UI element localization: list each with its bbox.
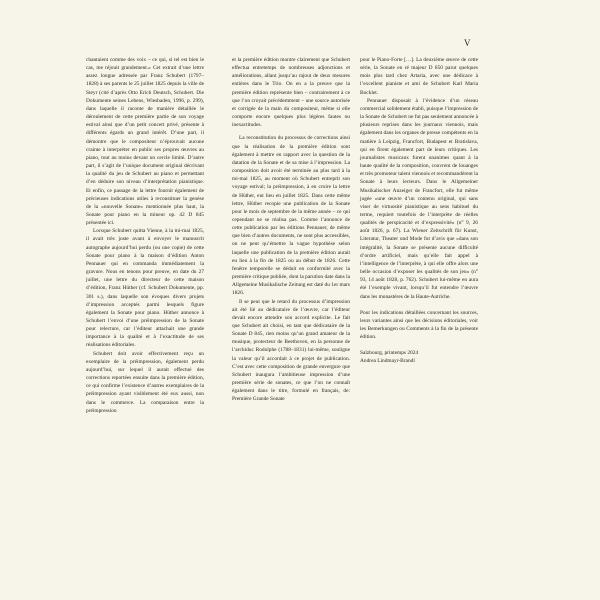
paragraph: Il se peut que le retard du processus d’impression ait été lié au dédicataire de l’œuvre, car l’éditeur devait encore attendre son accord explicite. Le fait que Schubert ait choisi, en tant que dédicataire de la Sonate D 845, rien moins qu’un grand amateur de la musique, protecteur de Beethoven, en la personne de l’archiduc Rodolphe (1788–1831) lui-même, souligne la valeur qu’il accordait à ce projet de publication. C’est avec cette composition de grande envergure que Schubert inaugura l’ambitieuse impression d’une première série de sonates, ce que l’on ne connaît également dans le titre, formulé en français, de: Première Grande Sonate bbox=[232, 298, 350, 403]
signature-author: Andrea Lindmayr-Brandl bbox=[360, 358, 415, 365]
text-column-3 bbox=[360, 56, 478, 366]
signature-place-date: Salzbourg, printemps 2024 bbox=[360, 350, 419, 357]
page-number: V bbox=[464, 38, 471, 48]
paragraph-sources-note: Pour les indications détaillées concernant les sources, leurs variantes ainsi que les décisions éditoriales, voir les Bemerkungen ou Comments à la fin de la présente édition. bbox=[360, 309, 478, 341]
paragraph: chantaient comme des voix – ce qui, si tel est bien le cas, me réjouit grandement.» Cet extrait d’une lettre assez longue adressée par Franz Schubert (1797–1828) à ses parents le 25 juillet 1825 depuis la ville de Steyr (cité d’après Otto Erich Deutsch, Schubert. Die Dokumente seines Lebens, Wiesbaden, 1996, p. 299), dans laquelle il raconte de manière détaillée le déroulement de cette première partie de son voyage estival ainsi que d’un petit concert privé, présente à différents égards un grand intérêt. D’une part, il démontre que le compositeur n’éprouvait aucune crainte à interpréter en public ses propres œuvres au piano, tout au moins devant un cercle limité. D’autre part, il s’agit de l’unique document original décrivant la qualité du jeu de Schubert au piano et permettant d’en déduire son niveau d’interprétation pianistique. Et enfin, ce passage de la lettre fournit également de précieuses indications utiles à reconstituer la genèse de la «nouvelle Sonate» mentionnée plus haut, la Sonate pour piano en la mineur op. 42 D 845 présentée ici. bbox=[86, 57, 204, 227]
paragraph: Lorsque Schubert quitta Vienne, à la mi-mai 1825, il avait très juste avant à envoyer le manuscrit autographe aujourd’hui perdu (ou une copie) de cette Sonate pour piano à la maison d’édition Anton Pennauer qui en commanda immédiatement la gravure. Nous en tenons pour preuve, en date du 27 juillet, une lettre du directeur de cette maison d’édition, Franz Hüther (cf. Schubert Dokumente, pp. 301 s.), dans laquelle son évoques divers projets d’impression acceptés parmi lesquels figure également la Sonate pour piano. Hüther annonce à Schubert l’envoi d’une préimpression de la Sonate pour relecture, car l’éditeur attachait une grande importance à la qualité et à l’exactitude de ses réalisations éditoriales. bbox=[86, 228, 204, 349]
paragraph: pour le Piano-Forte […]. La deuxième œuvre de cette série, la Sonate en ré majeur D 850 parut quelques mois plus tard chez Artaria, avec une dédicace à l’excellent pianiste et ami de Schubert Karl Maria Bocklet. bbox=[360, 57, 478, 96]
text-column-2 bbox=[232, 56, 350, 404]
paragraph: Schubert doit avoir effectivement reçu un exemplaire de la préimpression, également perdu aujourd’hui, sur lequel il aurait effectué des corrections reportées ensuite dans la première édition, ce qui confirme l’existence d’autres exemplaires de la préimpression ayant visiblement été eux aussi, non dans le commerce. La comparaison entre la préimpression bbox=[86, 350, 204, 414]
paragraph: et la première édition montre clairement que Schubert effectua entretemps de nombreuses adjonctions et améliorations, allant jusqu’au rajout de deux mesures entières dans le Trio. On en a la preuve que la première édition représente bien – contrairement à ce que l’on croyait précédemment – une source autorisée et corrigée de la main du compositeur, même si elle comporte encore quelques plus légères fautes ou inexactitudes. bbox=[232, 57, 350, 129]
paragraph: Pennauer disposait à l’évidence d’un réseau commercial solidement établi, puisque l’impression de la Sonate de Schubert ne fut pas seulement annoncée à plusieurs reprises dans les journaux viennois, mais également dans les organes de presse compétents en la matière à Leipzig, Francfort, Budapest et Bratislava, qui en firent également part de leurs critiques. Les journalistes musicaux furent unanimes quant à la haute qualité de la composition, couvrent de louanges et très promoteur talent viennois et recommandèrent la Sonate à leurs lecteurs. Dans le Allgemeiner Musikalischer Anzeiger de Francfort, elle fut même jugée «une œuvre d’un contenu original, qui sans viser de virtuosité pianistique au sens habituel du terme, requiert toutefois de l’interprète de réelles qualités de perspicacité et d’expressivité» (n° 9, 26 août 1826, p. 67). La Wiener Zeitschrift für Kunst, Literatur, Theater und Mode fut d’avis que «dans son intégralité, la Sonate se présente aucune difficulté d’ordre artificiel, mais qu’elle fait appel à l’intelligence de l’interprète, à qui elle offre alors une belle occasion d’exposer les qualités de son jeu» (n° 93, 14 août 1828, p. 762). Schubert lui-même en aura été l’exemple vivant, lorsqu’il fut entendre l’œuvre dans les monastères de la Haute-Autriche. bbox=[360, 97, 478, 300]
paragraph: La reconstitution du processus de corrections ainsi que la réalisation de la première édition sont également à mettre en rapport avec la question de la datation de la Sonate et de sa mise à l’impression. La composition doit avoir été terminée au plus tard à la mi-mai 1825, au moment où Schubert entreprit son voyage estival; la préimpression, à en croire la lettre de Hüther, eut lieu en juillet 1825. Dans cette même lettre, Hüther recopie une publication de la Sonate pour le mois de septembre de la même année – ce qui cependant ne se réalisa pas. Comme l’annonce de cette publication par les éditions Pennauer, de même que bien d’autres documents, ne sont plus accessibles, on ne peut qu’émettre la vague hypothèse selon laquelle une publication de la première édition aurait eu lieu à la fin de 1825 ou au début de 1826. Cette fenêtre temporelle se déduit en conformité avec la première critique publiée, dont la parution date dans la Allgemeine Musikalische Zeitung est daté du 1er mars 1826. bbox=[232, 135, 350, 297]
text-column-1 bbox=[86, 56, 204, 415]
